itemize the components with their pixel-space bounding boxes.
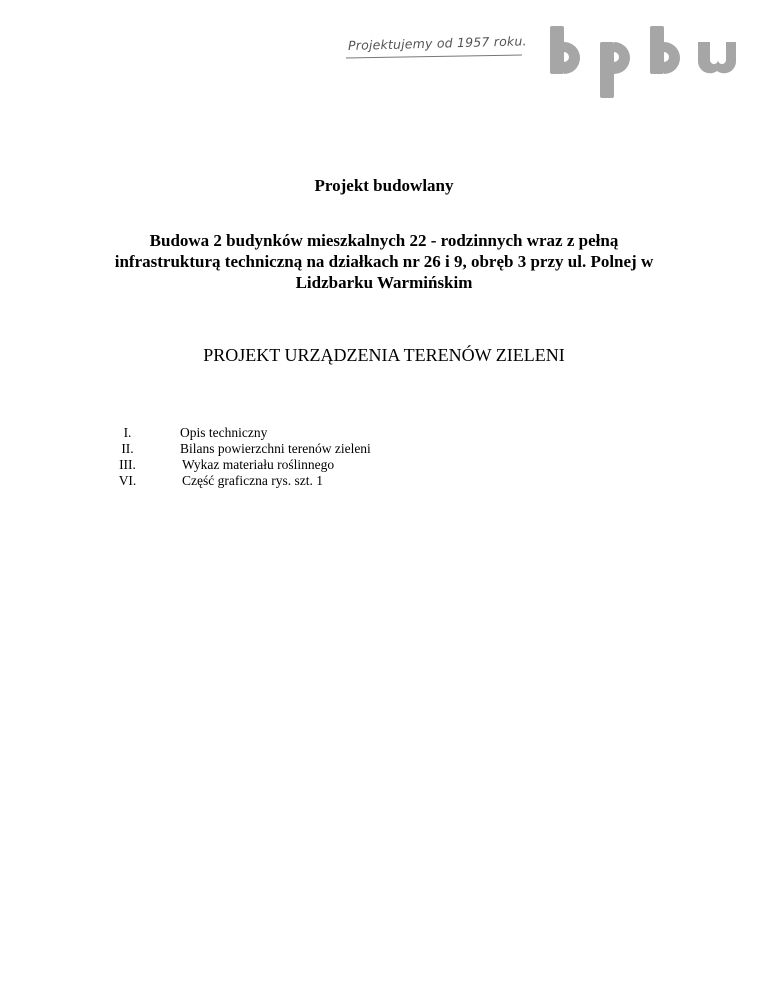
- toc-label: Opis techniczny: [180, 425, 268, 440]
- toc-item: [0, 457, 768, 473]
- toc-number: III.: [119, 457, 136, 472]
- subject-line: infrastrukturą techniczną na działkach nr 26 i 9, obręb 3 przy ul. Polnej w: [114, 252, 654, 271]
- tagline-underline: [346, 54, 522, 58]
- table-of-contents: [0, 425, 768, 489]
- document-subject: [60, 230, 708, 293]
- toc-item: [0, 473, 768, 489]
- section-heading: PROJEKT URZĄDZENIA TERENÓW ZIELENI: [203, 345, 565, 365]
- toc-number: VI.: [118, 473, 137, 488]
- toc-item: [0, 425, 768, 441]
- toc-number: II.: [121, 441, 134, 456]
- subject-line: Lidzbarku Warmińskim: [295, 273, 473, 292]
- company-logo: [548, 22, 738, 102]
- toc-label: Bilans powierzchni terenów zieleni: [180, 441, 371, 456]
- toc-item: [0, 441, 768, 457]
- toc-number: I.: [123, 425, 132, 440]
- toc-label: Część graficzna rys. szt. 1: [182, 473, 323, 488]
- company-tagline: Projektujemy od 1957 roku.: [347, 33, 527, 53]
- subject-line: Budowa 2 budynków mieszkalnych 22 - rodzinnych wraz z pełną: [149, 231, 619, 250]
- page-header: [0, 0, 768, 110]
- document-title: Projekt budowlany: [314, 176, 454, 195]
- toc-label: Wykaz materiału roślinnego: [182, 457, 335, 472]
